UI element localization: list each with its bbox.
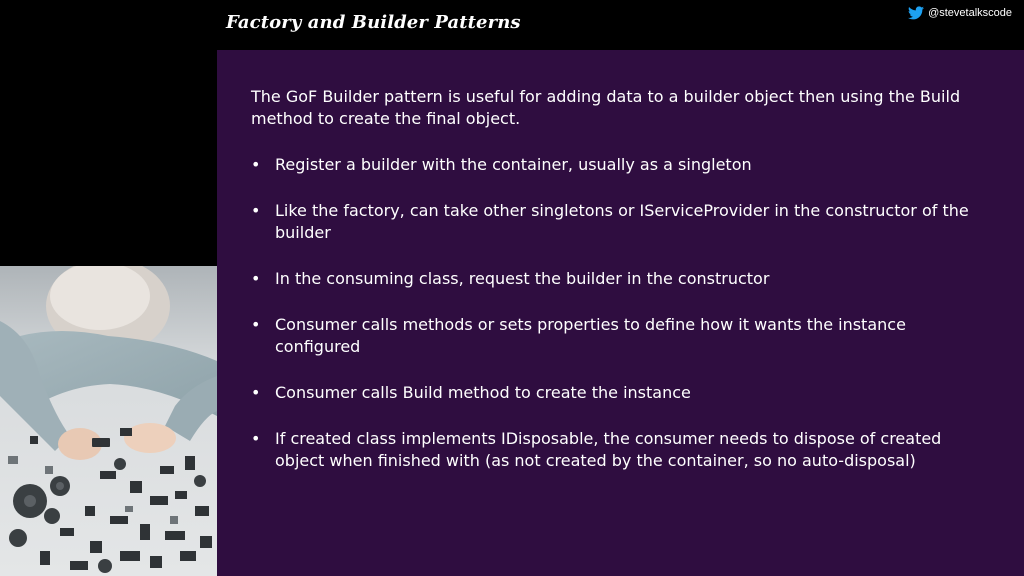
bullet-text: In the consuming class, request the builder in the constructor	[275, 269, 770, 288]
list-item	[251, 154, 991, 176]
list-item	[251, 200, 991, 244]
slide-title: Factory and Builder Patterns	[226, 12, 521, 33]
bullet-text: Like the factory, can take other singletons or IServiceProvider in the constructor of the builder	[275, 201, 969, 242]
list-item	[251, 382, 991, 404]
bullet-text: Consumer calls Build method to create the instance	[275, 383, 691, 402]
bullet-dot: •	[251, 383, 261, 402]
bullet-list	[251, 154, 991, 472]
bullet-dot: •	[251, 155, 261, 174]
bullet-text: If created class implements IDisposable, the consumer needs to dispose of created object when finished with (as not created by the container, so no auto-disposal)	[275, 429, 942, 470]
twitter-bird-icon	[908, 6, 924, 20]
left-black-area	[0, 50, 217, 266]
top-bar	[0, 0, 1024, 50]
bullet-dot: •	[251, 201, 261, 220]
slide-content	[251, 86, 991, 496]
twitter-handle	[908, 6, 1012, 20]
intro-paragraph: The GoF Builder pattern is useful for adding data to a builder object then using the Build method to create the final object.	[251, 87, 961, 128]
bullet-dot: •	[251, 315, 261, 334]
bullet-dot: •	[251, 429, 261, 448]
list-item	[251, 314, 991, 358]
twitter-handle-text: @stevetalkscode	[928, 7, 1012, 19]
child-playing-with-building-blocks-photo	[0, 266, 217, 576]
bullet-dot: •	[251, 269, 261, 288]
bullet-text: Register a builder with the container, usually as a singleton	[275, 155, 752, 174]
bullet-text: Consumer calls methods or sets properties to define how it wants the instance configured	[275, 315, 906, 356]
list-item	[251, 268, 991, 290]
list-item	[251, 428, 991, 472]
